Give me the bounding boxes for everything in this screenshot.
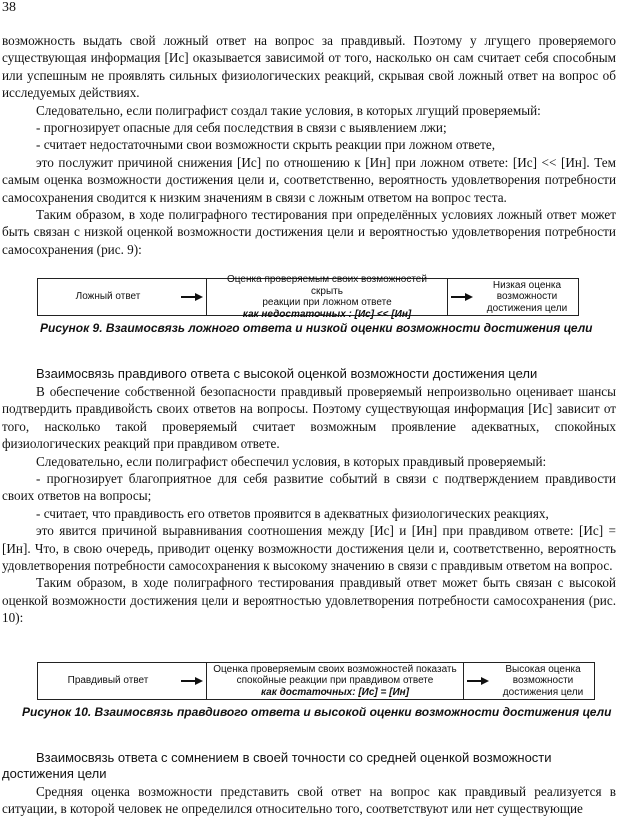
- paragraph: Следовательно, если полиграфист создал такие условия, в которых лгущий проверяемый:: [36, 102, 541, 118]
- list-item: - прогнозирует благоприятное для себя развитие событий в связи с подтверждением правдивости своих ответов на вопросы;: [2, 471, 616, 504]
- figure-9-caption: Рисунок 9. Взаимосвязь ложного ответа и низкой оценки возможности достижения цели: [40, 321, 593, 335]
- list-item: - считает, что правдивость его ответов проявится в адекватных физиологических реакциях,: [36, 505, 549, 521]
- paragraph: Таким образом, в ходе полиграфного тестирования при определённых условиях ложный ответ может быть связан с низкой оценкой возможности достижения цели и вероятностью удовлетворения потребности самосохранения (рис. 9):: [2, 207, 616, 257]
- figure-10-caption: Рисунок 10. Взаимосвязь правдивого ответа и высокой оценки возможности достижения цели: [22, 705, 612, 719]
- diagram-line: реакции при ложном ответе: [262, 297, 392, 308]
- paragraph: Средняя оценка возможности представить свой ответ на вопрос как правдивый реализуется в ситуации, в которой человек не определился относительно того, соответствуют или нет существующие: [2, 784, 616, 817]
- diagram-box-left: Ложный ответ: [75, 291, 141, 303]
- list-item: - считает недостаточными свои возможности скрыть реакции при ложном ответе,: [36, 137, 495, 153]
- diagram-box-right: Высокая оценка возможности достижения цели: [502, 663, 584, 698]
- section-lie-text: [2, 32, 616, 258]
- paragraph: Таким образом, в ходе полиграфного тестирования правдивый ответ может быть связан с высокой оценкой возможности достижения цели и вероятностью удовлетворения потребности самосохранения (рис. 10):: [2, 575, 616, 626]
- paragraph: Следовательно, если полиграфист обеспечил условия, в которых правдивый проверяемый:: [36, 453, 547, 469]
- diagram-line: как достаточных: [Ис] = [Ин]: [260, 686, 410, 698]
- arrow-right-icon: [448, 279, 476, 315]
- diagram-line: как недостаточных : [Ис] << [Ин]: [242, 308, 412, 320]
- paragraph: это послужит причиной снижения [Ис] по отношению к [Ин] при ложном ответе: [Ис] << [Ин]. Тем самым оценка возможности достижения цели и, соответственно, вероятность удовлетворения потребности самосохранения сводится к низким значениям в связи с ложным ответом на вопрос теста.: [2, 154, 616, 205]
- paragraph: это явится причиной выравнивания соотношения между [Ис] и [Ин] при правдивом ответе: [Ис] = [Ин]. Что, в свою очередь, приводит оценку возможности достижения цели и, соответственно, вероятность удовлетворения потребности самосохранения к высокому значению в связи с правдивым ответом на вопрос.: [2, 523, 616, 574]
- section-heading: Взаимосвязь ответа с сомнением в своей точности со средней оценкой возможности достижения цели: [2, 750, 552, 781]
- section-doubt-text: [2, 783, 616, 818]
- diagram-box-middle: [206, 662, 464, 700]
- diagram-line: Оценка проверяемым своих возможностей показать: [213, 663, 457, 675]
- paragraph: В обеспечение собственной безопасности правдивый проверяемый непроизвольно оценивает шансы подтвердить правдивойсть своих ответов на вопросы. Поэтому существующая информация [Ис] зависит от того, насколько такой проверяемый считает возможным проявление адекватных, спокойных физиологических реакций при правдивом ответе.: [2, 384, 616, 452]
- section-truth-text: [2, 383, 616, 627]
- diagram-line: спокойные реакции при правдивом ответе: [236, 675, 434, 687]
- section-heading: Взаимосвязь правдивого ответа с высокой оценкой возможности достижения цели: [36, 366, 538, 381]
- paragraph: возможность выдать свой ложный ответ на вопрос за правдивый. Поэтому у лгущего проверяемого существующая информация [Ис] оказывается зависимой от того, насколько он сам считает себя способным или успешным не проявлять сильных физиологических реакций, скрывая свой ложный ответ на вопрос об исследуемых действиях.: [2, 33, 616, 101]
- diagram-box-middle: [206, 274, 448, 320]
- diagram-box-left: Правдивый ответ: [67, 675, 149, 687]
- figure-10-diagram: [37, 662, 595, 700]
- arrow-right-icon: [464, 663, 492, 699]
- figure-9-diagram: [37, 274, 579, 320]
- list-item: - прогнозирует опасные для себя последствия в связи с выявлением лжи;: [36, 120, 447, 136]
- diagram-box-right: Низкая оценка возможности достижения цели: [486, 279, 568, 314]
- diagram-line: Оценка проверяемым своих возможностей скрыть: [227, 274, 427, 297]
- arrow-right-icon: [178, 279, 206, 315]
- page-number: 38: [2, 0, 16, 15]
- arrow-right-icon: [178, 663, 206, 699]
